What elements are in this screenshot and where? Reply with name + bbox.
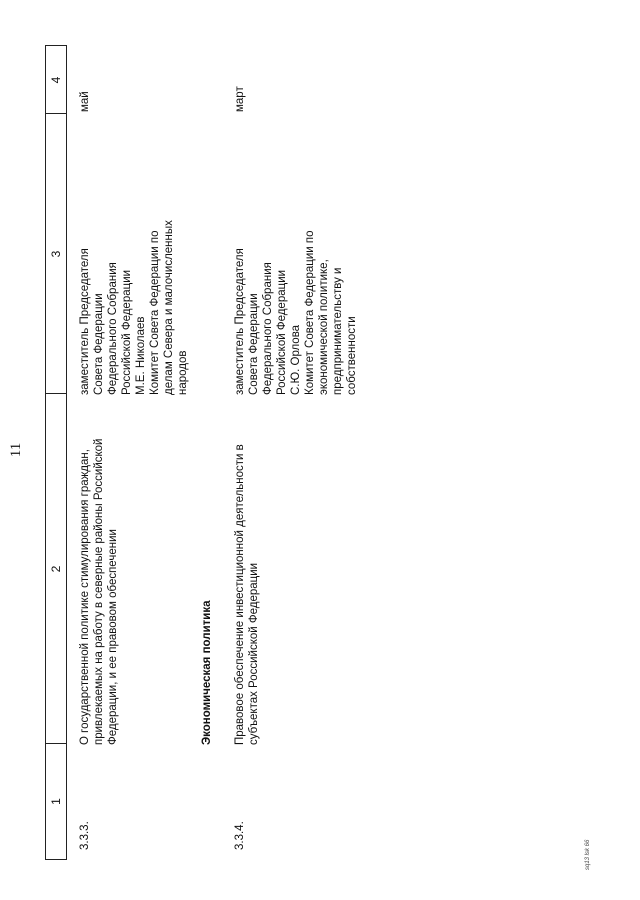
row-text: О государственной политике стимулирования граждан, привлекаемых на работу в северные районы Российской Федерации, и ее правовом обеспечении xyxy=(79,438,119,745)
footer-mark: sq13 lsk 66 xyxy=(585,839,591,870)
row-term: март xyxy=(234,86,246,112)
row-responsible: заместитель Председателя Совета Федерации Федерального Собрания Российской Федерации М.Е. Николаев Комитет Совета Федерации по делам Севера и малочисленных народов xyxy=(79,220,189,395)
column-header-2: 2 xyxy=(46,393,66,744)
row-responsible: заместитель Председателя Совета Федерации Федерального Собрания Российской Федерации С.Ю. Орлова Комитет Совета Федерации по экономической политике, предпринимательству и собственности xyxy=(234,230,358,395)
row-text: Правовое обеспечение инвестиционной деятельности в субъектах Российской Федерации xyxy=(234,444,260,745)
table-header xyxy=(45,45,67,860)
column-header-4: 4 xyxy=(49,76,63,84)
column-header-1: 1 xyxy=(46,743,66,859)
row-term: май xyxy=(79,91,91,112)
column-header-3: 3 xyxy=(46,113,66,394)
document-page xyxy=(8,40,600,870)
page-number: 11 xyxy=(8,442,24,458)
section-title: Экономическая политика xyxy=(201,600,213,745)
row-number: 3.3.4. xyxy=(234,821,246,850)
row-number: 3.3.3. xyxy=(79,821,91,850)
